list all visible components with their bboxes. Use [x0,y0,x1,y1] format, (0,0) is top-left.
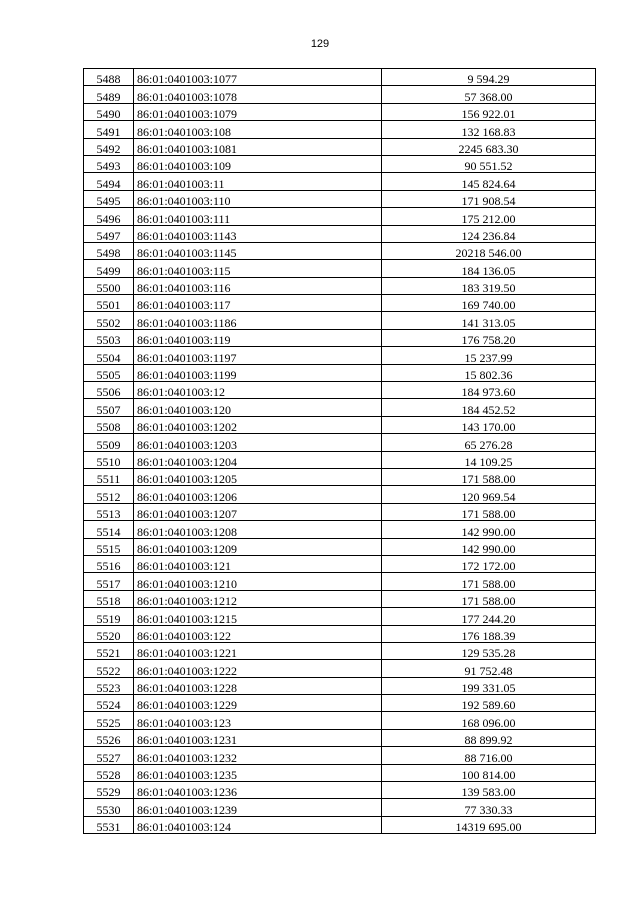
cadastral-value-cell: 171 588.00 [382,503,596,520]
row-number-cell: 5517 [84,573,134,590]
row-number-cell: 5519 [84,608,134,625]
cadastral-number-cell: 86:01:0401003:1208 [134,521,382,538]
cadastral-value-cell: 143 170.00 [382,416,596,433]
table-row [84,190,596,207]
row-number-cell: 5518 [84,590,134,607]
table-row [84,660,596,677]
page-number: 129 [310,38,330,50]
table-row [84,468,596,485]
table-row [84,416,596,433]
table-row [84,521,596,538]
table-row [84,399,596,416]
table-row [84,608,596,625]
cadastral-number-cell: 86:01:0401003:119 [134,329,382,346]
row-number-cell: 5531 [84,816,134,833]
cadastral-value-cell: 132 168.83 [382,121,596,138]
cadastral-value-cell: 184 136.05 [382,260,596,277]
row-number-cell: 5500 [84,277,134,294]
cadastral-number-cell: 86:01:0401003:1236 [134,782,382,799]
row-number-cell: 5498 [84,242,134,259]
table-row [84,503,596,520]
table-row [84,625,596,642]
cadastral-value-cell: 2245 683.30 [382,138,596,155]
cadastral-value-cell: 14 109.25 [382,451,596,468]
row-number-cell: 5511 [84,468,134,485]
row-number-cell: 5516 [84,555,134,572]
cadastral-value-cell: 129 535.28 [382,642,596,659]
cadastral-value-cell: 169 740.00 [382,295,596,312]
cadastral-value-cell: 139 583.00 [382,782,596,799]
cadastral-number-cell: 86:01:0401003:11 [134,173,382,190]
table-row [84,764,596,781]
cadastral-number-cell: 86:01:0401003:108 [134,121,382,138]
row-number-cell: 5506 [84,382,134,399]
row-number-cell: 5495 [84,190,134,207]
cadastral-value-cell: 171 588.00 [382,573,596,590]
row-number-cell: 5504 [84,347,134,364]
row-number-cell: 5523 [84,677,134,694]
row-number-cell: 5497 [84,225,134,242]
row-number-cell: 5494 [84,173,134,190]
cadastral-number-cell: 86:01:0401003:109 [134,155,382,172]
cadastral-value-cell: 176 758.20 [382,329,596,346]
table-row [84,712,596,729]
row-number-cell: 5501 [84,295,134,312]
cadastral-value-cell: 100 814.00 [382,764,596,781]
cadastral-number-cell: 86:01:0401003:1209 [134,538,382,555]
row-number-cell: 5513 [84,503,134,520]
cadastral-number-cell: 86:01:0401003:122 [134,625,382,642]
row-number-cell: 5509 [84,434,134,451]
table-row [84,155,596,172]
cadastral-number-cell: 86:01:0401003:1207 [134,503,382,520]
table-body [84,69,596,834]
table-row [84,138,596,155]
row-number-cell: 5496 [84,208,134,225]
cadastral-number-cell: 86:01:0401003:115 [134,260,382,277]
row-number-cell: 5528 [84,764,134,781]
row-number-cell: 5510 [84,451,134,468]
cadastral-value-cell: 9 594.29 [382,69,596,86]
table-row [84,695,596,712]
table-row [84,677,596,694]
cadastral-number-cell: 86:01:0401003:1210 [134,573,382,590]
cadastral-number-cell: 86:01:0401003:124 [134,816,382,833]
cadastral-number-cell: 86:01:0401003:1215 [134,608,382,625]
table-row [84,538,596,555]
cadastral-value-cell: 77 330.33 [382,799,596,816]
cadastral-number-cell: 86:01:0401003:1081 [134,138,382,155]
cadastral-number-cell: 86:01:0401003:1206 [134,486,382,503]
cadastral-value-cell: 124 236.84 [382,225,596,242]
cadastral-value-cell: 142 990.00 [382,521,596,538]
cadastral-value-cell: 177 244.20 [382,608,596,625]
cadastral-number-cell: 86:01:0401003:1145 [134,242,382,259]
row-number-cell: 5520 [84,625,134,642]
cadastral-value-cell: 141 313.05 [382,312,596,329]
cadastral-number-cell: 86:01:0401003:123 [134,712,382,729]
cadastral-number-cell: 86:01:0401003:1229 [134,695,382,712]
row-number-cell: 5505 [84,364,134,381]
cadastral-number-cell: 86:01:0401003:1204 [134,451,382,468]
cadastral-value-cell: 199 331.05 [382,677,596,694]
row-number-cell: 5522 [84,660,134,677]
cadastral-number-cell: 86:01:0401003:1205 [134,468,382,485]
row-number-cell: 5499 [84,260,134,277]
cadastral-value-cell: 172 172.00 [382,555,596,572]
cadastral-number-cell: 86:01:0401003:1203 [134,434,382,451]
cadastral-number-cell: 86:01:0401003:1231 [134,729,382,746]
row-number-cell: 5491 [84,121,134,138]
row-number-cell: 5521 [84,642,134,659]
cadastral-value-cell: 171 588.00 [382,590,596,607]
table-row [84,295,596,312]
table-row [84,347,596,364]
table-row [84,86,596,103]
row-number-cell: 5493 [84,155,134,172]
cadastral-number-cell: 86:01:0401003:121 [134,555,382,572]
cadastral-number-cell: 86:01:0401003:1078 [134,86,382,103]
table-row [84,782,596,799]
row-number-cell: 5489 [84,86,134,103]
row-number-cell: 5492 [84,138,134,155]
row-number-cell: 5512 [84,486,134,503]
row-number-cell: 5503 [84,329,134,346]
cadastral-value-cell: 20218 546.00 [382,242,596,259]
cadastral-number-cell: 86:01:0401003:1077 [134,69,382,86]
cadastral-value-cell: 183 319.50 [382,277,596,294]
table-row [84,747,596,764]
row-number-cell: 5524 [84,695,134,712]
cadastral-value-cell: 90 551.52 [382,155,596,172]
row-number-cell: 5508 [84,416,134,433]
table-row [84,260,596,277]
cadastral-number-cell: 86:01:0401003:1221 [134,642,382,659]
row-number-cell: 5529 [84,782,134,799]
cadastral-value-cell: 176 188.39 [382,625,596,642]
cadastral-number-cell: 86:01:0401003:1239 [134,799,382,816]
cadastral-value-cell: 168 096.00 [382,712,596,729]
cadastral-number-cell: 86:01:0401003:110 [134,190,382,207]
cadastral-value-cell: 184 452.52 [382,399,596,416]
cadastral-value-cell: 120 969.54 [382,486,596,503]
table-row [84,103,596,120]
table-row [84,312,596,329]
cadastral-number-cell: 86:01:0401003:120 [134,399,382,416]
cadastral-value-cell: 156 922.01 [382,103,596,120]
cadastral-value-cell: 91 752.48 [382,660,596,677]
cadastral-number-cell: 86:01:0401003:1197 [134,347,382,364]
cadastral-value-cell: 175 212.00 [382,208,596,225]
table-row [84,364,596,381]
cadastral-number-cell: 86:01:0401003:1212 [134,590,382,607]
table-row [84,382,596,399]
cadastral-number-cell: 86:01:0401003:1235 [134,764,382,781]
cadastral-value-cell: 184 973.60 [382,382,596,399]
table-row [84,277,596,294]
table-row [84,242,596,259]
row-number-cell: 5526 [84,729,134,746]
table-row [84,799,596,816]
table-row [84,434,596,451]
cadastral-value-cell: 192 589.60 [382,695,596,712]
row-number-cell: 5502 [84,312,134,329]
table-row [84,486,596,503]
cadastral-value-cell: 88 899.92 [382,729,596,746]
table-row [84,173,596,190]
table-row [84,590,596,607]
table-row [84,121,596,138]
row-number-cell: 5507 [84,399,134,416]
cadastral-number-cell: 86:01:0401003:111 [134,208,382,225]
row-number-cell: 5490 [84,103,134,120]
cadastral-number-cell: 86:01:0401003:1228 [134,677,382,694]
table-row [84,555,596,572]
table-row [84,573,596,590]
table-row [84,225,596,242]
table-row [84,208,596,225]
table-row [84,642,596,659]
row-number-cell: 5514 [84,521,134,538]
table-row [84,729,596,746]
cadastral-number-cell: 86:01:0401003:117 [134,295,382,312]
cadastral-number-cell: 86:01:0401003:1232 [134,747,382,764]
cadastral-number-cell: 86:01:0401003:116 [134,277,382,294]
table-row [84,69,596,86]
cadastral-number-cell: 86:01:0401003:1143 [134,225,382,242]
cadastral-value-cell: 171 588.00 [382,468,596,485]
cadastral-value-cell: 15 237.99 [382,347,596,364]
cadastral-number-cell: 86:01:0401003:1199 [134,364,382,381]
row-number-cell: 5530 [84,799,134,816]
cadastral-value-cell: 145 824.64 [382,173,596,190]
cadastral-number-cell: 86:01:0401003:1202 [134,416,382,433]
row-number-cell: 5527 [84,747,134,764]
row-number-cell: 5525 [84,712,134,729]
cadastral-number-cell: 86:01:0401003:1186 [134,312,382,329]
cadastral-value-cell: 142 990.00 [382,538,596,555]
cadastral-number-cell: 86:01:0401003:1079 [134,103,382,120]
cadastral-value-cell: 88 716.00 [382,747,596,764]
cadastral-value-cell: 57 368.00 [382,86,596,103]
table-row [84,816,596,833]
cadastral-number-cell: 86:01:0401003:12 [134,382,382,399]
cadastral-number-cell: 86:01:0401003:1222 [134,660,382,677]
cadastral-value-table [83,68,596,834]
cadastral-value-cell: 14319 695.00 [382,816,596,833]
table-row [84,451,596,468]
cadastral-value-cell: 171 908.54 [382,190,596,207]
cadastral-value-cell: 65 276.28 [382,434,596,451]
cadastral-value-cell: 15 802.36 [382,364,596,381]
table-row [84,329,596,346]
row-number-cell: 5515 [84,538,134,555]
row-number-cell: 5488 [84,69,134,86]
